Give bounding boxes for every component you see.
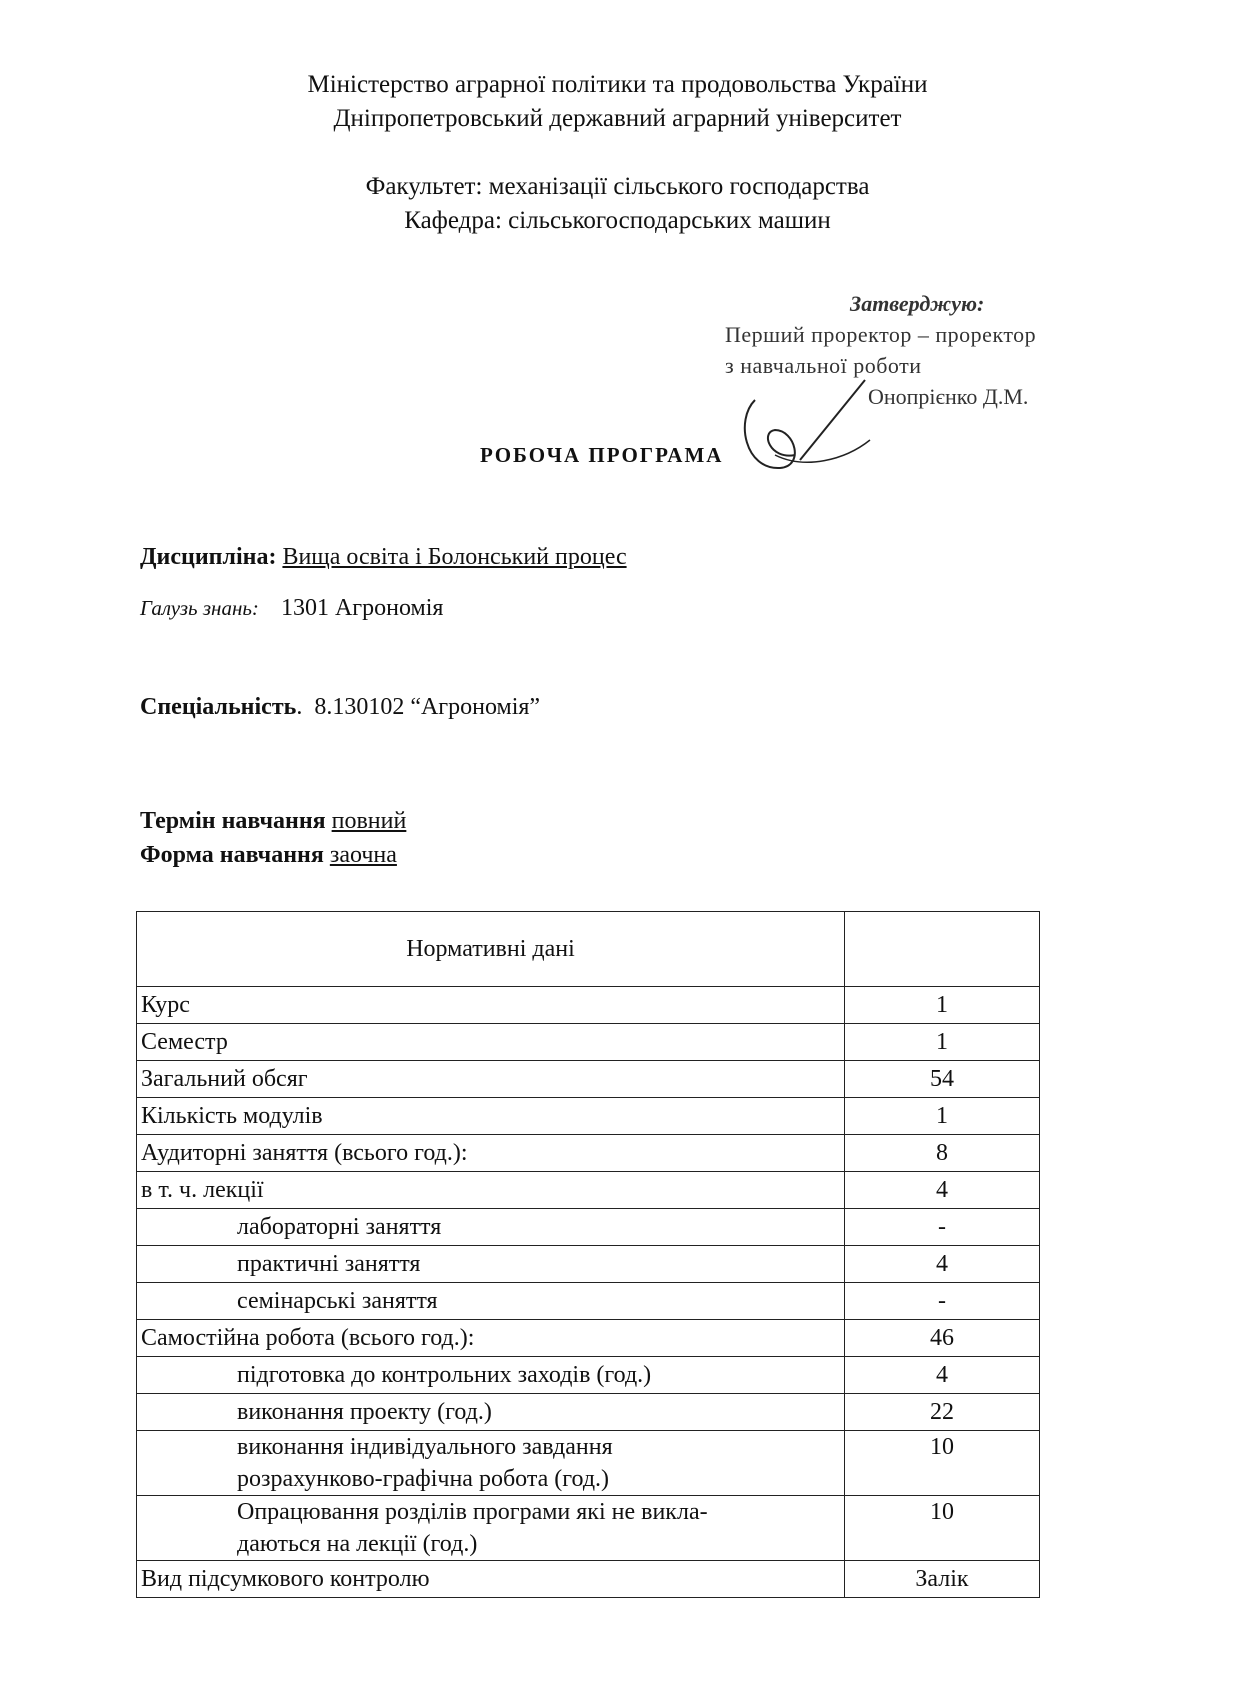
table-row — [137, 1431, 1040, 1496]
approval-position-line1: Перший проректор – проректор — [725, 322, 1037, 347]
table-header-value-cell — [845, 912, 1040, 987]
row-value: - — [845, 1283, 1040, 1320]
table-row — [137, 1061, 1040, 1098]
row-value: 10 — [845, 1431, 1040, 1496]
approval-name: Онопрієнко Д.М. — [868, 384, 1029, 409]
table-row — [137, 1172, 1040, 1209]
table-row — [137, 1357, 1040, 1394]
table-header-cell: Нормативні дані — [137, 912, 845, 987]
ministry-name: Міністерство аграрної політики та продовольства України — [307, 71, 928, 98]
row-value: Залік — [845, 1561, 1040, 1598]
term-label: Термін навчання — [140, 808, 326, 834]
faculty-name: Факультет: механізації сільського господарства — [365, 173, 870, 200]
discipline-value: Вища освіта і Болонський процес — [282, 544, 627, 570]
approval-title: Затверджую: — [850, 291, 985, 316]
specialty-value: 8.130102 “Агрономія” — [314, 694, 541, 720]
row-value: 22 — [845, 1394, 1040, 1431]
row-value: 46 — [845, 1320, 1040, 1357]
table-row — [137, 1394, 1040, 1431]
specialty-label: Спеціальність — [140, 694, 297, 720]
row-label-line1: виконання індивідуального завдання — [237, 1434, 613, 1460]
row-value: 4 — [845, 1357, 1040, 1394]
row-label: Загальний обсяг — [137, 1061, 845, 1098]
knowledge-value: 1301 Агрономія — [280, 595, 444, 621]
row-value: 1 — [845, 1098, 1040, 1135]
table-row — [137, 1283, 1040, 1320]
row-value: 1 — [845, 1024, 1040, 1061]
discipline-label: Дисципліна: — [140, 544, 277, 570]
row-label: Вид підсумкового контролю — [137, 1561, 845, 1598]
approval-position-line2: з навчальної роботи — [725, 353, 922, 378]
table-row — [137, 987, 1040, 1024]
row-label-line2: даються на лекції (год.) — [237, 1531, 478, 1557]
row-label: лабораторні заняття — [137, 1209, 845, 1246]
row-label: Кількість модулів — [137, 1098, 845, 1135]
table-row — [137, 1209, 1040, 1246]
row-label-multiline — [137, 1431, 845, 1496]
table-header-row — [137, 912, 1040, 987]
row-value: - — [845, 1209, 1040, 1246]
row-label: Аудиторні заняття (всього год.): — [137, 1135, 845, 1172]
row-label-line1: Опрацювання розділів програми які не викла- — [237, 1499, 708, 1525]
university-name: Дніпропетровський державний аграрний університет — [333, 105, 902, 132]
table-row — [137, 1246, 1040, 1283]
table-row — [137, 1561, 1040, 1598]
normative-data-table — [136, 911, 1040, 1598]
header-faculty-block — [0, 170, 1235, 238]
row-label: Семестр — [137, 1024, 845, 1061]
row-value: 10 — [845, 1496, 1040, 1561]
row-value: 4 — [845, 1172, 1040, 1209]
table-row — [137, 1135, 1040, 1172]
knowledge-label: Галузь знань: — [140, 596, 259, 620]
row-label: семінарські заняття — [137, 1283, 845, 1320]
term-value: повний — [331, 808, 407, 834]
document-title: РОБОЧА ПРОГРАМА — [480, 443, 724, 467]
knowledge-field — [140, 595, 443, 622]
form-value: заочна — [329, 842, 397, 868]
row-label: в т. ч. лекції — [137, 1172, 845, 1209]
form-field — [140, 842, 397, 869]
department-name: Кафедра: сільськогосподарських машин — [404, 207, 831, 234]
row-label: практичні заняття — [137, 1246, 845, 1283]
form-label: Форма навчання — [140, 842, 324, 868]
row-value: 54 — [845, 1061, 1040, 1098]
table-row — [137, 1098, 1040, 1135]
row-value: 8 — [845, 1135, 1040, 1172]
row-label-multiline — [137, 1496, 845, 1561]
row-label: Самостійна робота (всього год.): — [137, 1320, 845, 1357]
table-row — [137, 1024, 1040, 1061]
table-row — [137, 1320, 1040, 1357]
signature-image — [735, 360, 935, 480]
row-value: 1 — [845, 987, 1040, 1024]
row-label-line2: розрахунково-графічна робота (год.) — [237, 1466, 610, 1492]
table-row — [137, 1496, 1040, 1561]
discipline-field — [140, 544, 627, 571]
row-label: Курс — [137, 987, 845, 1024]
header-ministry-block — [0, 68, 1235, 136]
specialty-field: Спеціальність. 8.130102 “Агрономія” — [140, 694, 541, 720]
row-value: 4 — [845, 1246, 1040, 1283]
row-label: підготовка до контрольних заходів (год.) — [137, 1357, 845, 1394]
term-field — [140, 808, 406, 835]
row-label: виконання проекту (год.) — [137, 1394, 845, 1431]
